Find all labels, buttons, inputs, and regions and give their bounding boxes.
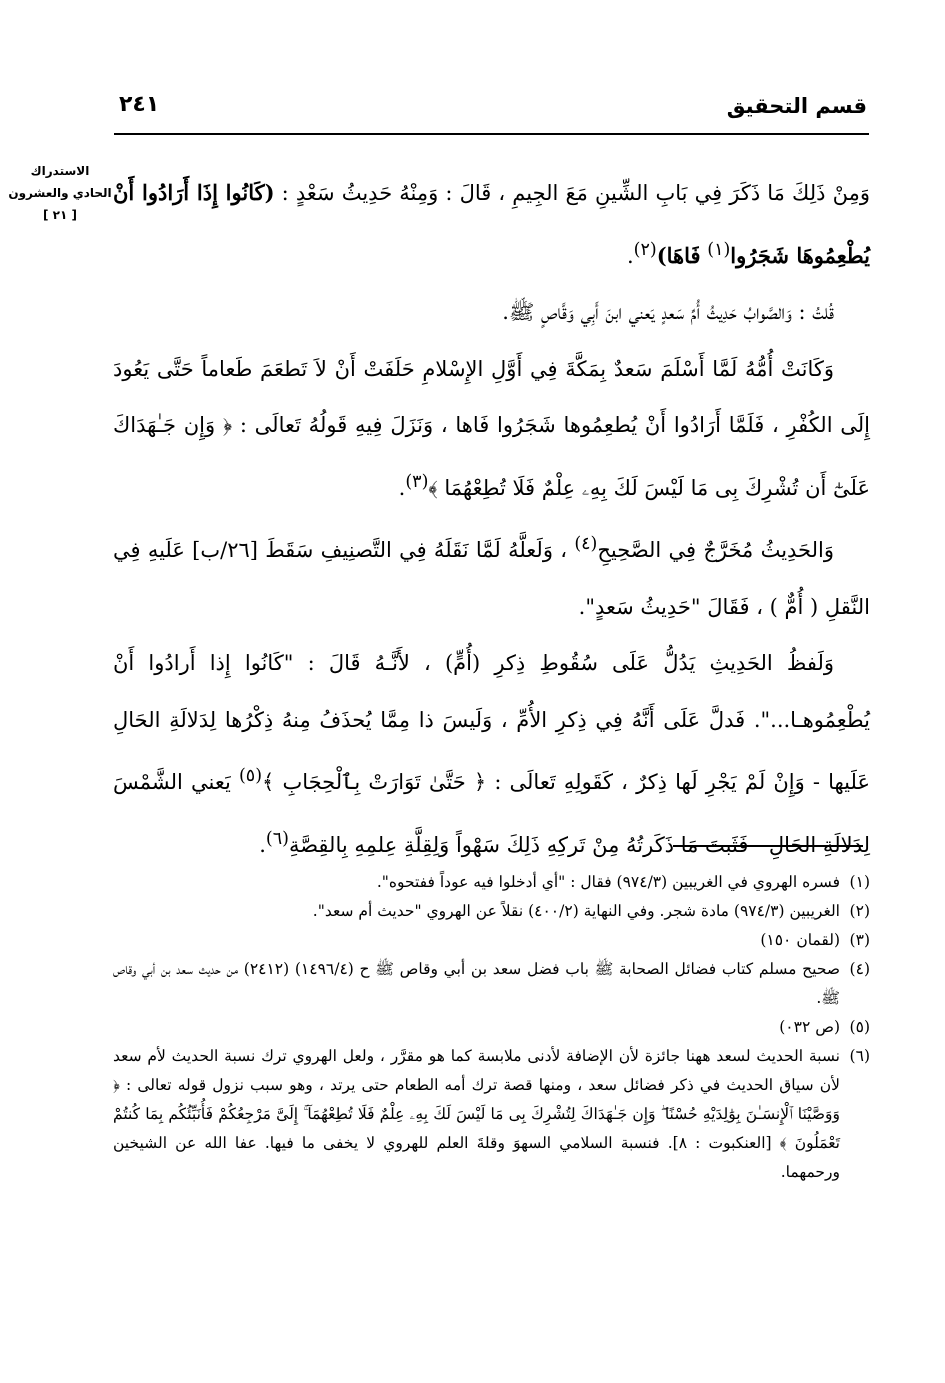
- footnote-ref-3[interactable]: (٣): [405, 471, 429, 492]
- header-rule: [114, 133, 869, 135]
- footnote-ref-5[interactable]: (٥): [238, 766, 263, 786]
- p5-text-a: وَلَفظُ الحَدِيثِ يَدُلُّ عَلَى سُقُوطِ ذِكرِ (أُمٍّ) ، لأَنَّـهُ قَالَ : "كَانُوا إِذا أَرادُوا أَنْ يُطْعِمُوهـا...". فَدلَّ عَلَى أَنَّهُ فِي ذِكرِ الأُمِّ ، وَلَيسَ ذا مِمَّا يُحذَفُ مِنهُ ذِكْرُها لِدَلالَةِ الحَالِ عَلَيها - وَإِنْ لَمْ يَجْرِ لَها ذِكرٌ ، كَقَولِهِ تَعالَى :: [113, 651, 870, 794]
- footnote-1: [113, 868, 870, 897]
- quran-verse-2: ﴿ حَتَّىٰ تَوَارَتْ بِٱلْحِجَابِ ﴾: [262, 770, 487, 794]
- footnote-2: [113, 897, 870, 926]
- quran-verse-1: ﴿ وَإِن جَـٰهَدَاكَ عَلَىٰٓ أَن تُشْرِكَ بِى مَا لَيْسَ لَكَ بِهِۦ عِلْمٌ فَلَا تُطِعْهُمَا ﴾: [113, 413, 870, 500]
- p5-end: .: [259, 832, 266, 857]
- footnote-number: (٤): [849, 960, 870, 978]
- footnote-text: فسره الهروي في الغريبين (٩٧٤/٣) فقال : "أي أدخلوا فيه عوداً ففتحوه".: [376, 873, 840, 891]
- p4-text-b: ، وَلَعلَّهُ لَمَّا نَقَلَهُ فِي التَّصنِيفِ سَقَطَ [٢٦/ب] عَلَيهِ فِي النَّقلِ ( أُمٌّ ) ، فَقَالَ "حَدِيثُ سَعدٍ".: [113, 538, 870, 619]
- paragraph-4: [113, 516, 870, 635]
- footnote-ref-6[interactable]: (٦): [265, 828, 289, 849]
- footnote-text: صحيح مسلم كتاب فضائل الصحابة ﷺ باب فضل سعد بن أبي وقاص ﷺ ح (١٤٩٦/٤) (٢٤١٢) من حديث سعد بن أبي وقاص ﷺ.: [113, 960, 840, 1007]
- margin-note-line-3: [ ٢١ ]: [43, 208, 77, 222]
- p1-intro: وَمِنْ ذَلِكَ مَا ذَكَرَ فِي بَابِ الشِّينِ مَعَ الجِيمِ ، قَالَ : وَمِنْهُ حَدِيثُ سَعْدٍ :: [281, 181, 870, 205]
- p4-text-a: وَالحَدِيثُ مُخَرَّجٌ فِي الصَّحِيحِ: [597, 538, 834, 562]
- p3-text: وَكَانَتْ أُمُّهُ لَمَّا أَسْلَمَ سَعدٌ بِمَكَّةَ فِي أَوَّلِ الإِسْلامِ حَلَفَتْ أَنْ لاَ تَطعَمَ طَعاماً حَتَّى يَعُودَ إِلَى الكُفْرِ ، فَلَمَّا أَرَادُوا أَنْ يُطعِمُوها شَجَرُوا فَاها ، وَنَزَلَ فِيهِ قَولُهُ تَعالَى :: [113, 356, 870, 437]
- footnote-6: [113, 1042, 870, 1187]
- paragraph-3: [113, 341, 870, 517]
- footnotes: [113, 868, 870, 1187]
- paragraph-5: [113, 635, 870, 873]
- footnote-ref-1[interactable]: (١): [707, 239, 731, 260]
- page-number: ٢٤١: [119, 92, 160, 117]
- footnote-number: (١): [849, 873, 870, 891]
- footnote-4: [113, 955, 870, 1013]
- footnote-ref-2[interactable]: (٢): [633, 239, 657, 260]
- footnote-text: نسبة الحديث لسعد ههنا جائزة لأن الإضافة لأدنى ملابسة كما هو مقرَّر ، ولعل الهروي ترك نسبة الحديث لأم سعد لأن سياق الحديث في ذكر فضائل سعد ، ومنها قصة ترك أمه الطعام حتى يرتد ، وهو سبب نزول قوله تعالى : ﴿ وَوَصَّيْنَا ٱلْإِنسَـٰنَ بِوَٰلِدَيْهِ حُسْنًا ۖ وَإِن جَـٰهَدَاكَ لِتُشْرِكَ بِى مَا لَيْسَ لَكَ بِهِۦ عِلْمٌ فَلَا تُطِعْهُمَآ ۚ إِلَىَّ مَرْجِعُكُمْ فَأُنَبِّئُكُم بِمَا كُنتُمْ تَعْمَلُونَ ﴾ [العنكبوت : ٨]. فنسبة السلامي السهوَ وقلةَ العلم للهروي لا يخفى ما فيها. عفا الله عن الشيخين ورحمهما.: [113, 1047, 840, 1181]
- footnote-number: (٥): [849, 1018, 870, 1036]
- margin-note-line-1: الاستدراك: [30, 164, 90, 178]
- footnote-text: (ص ٠٣٢): [779, 1018, 840, 1036]
- section-title: قسم التحقيق: [726, 94, 867, 118]
- margin-note: [5, 160, 115, 226]
- footnote-ref-4[interactable]: (٤): [574, 534, 598, 554]
- page-header: [115, 92, 867, 128]
- footnote-separator: [673, 845, 863, 847]
- paragraph-1: [113, 165, 870, 284]
- main-text: [113, 165, 870, 873]
- footnote-5: [113, 1013, 870, 1042]
- margin-note-line-2: الحادي والعشرون: [8, 186, 112, 200]
- footnote-text: الغريبين (٩٧٤/٣) مادة شجر. وفي النهاية (٤٠٠/٢) نقلاً عن الهروي "حديث أم سعد".: [312, 902, 840, 920]
- footnote-number: (٣): [849, 931, 870, 949]
- paragraph-2: قُلتُ : وَالصَّوابُ حَدِيثُ أُمِّ سَعدٍ يَعني ابنَ أَبِي وَقَّاصٍ ﷺ.: [502, 300, 834, 324]
- footnote-number: (٢): [849, 902, 870, 920]
- p3-end: .: [398, 475, 406, 500]
- p5-text-b: يَعني الشَّمْسَ لِدَلالَةِ الحَالِ - فَثَبتَ مَا ذَكَرتُهُ مِنْ تَركِهِ ذَلِكَ سَهْواً وَلِقِلَّةِ عِلمِهِ بِالقِصَّةِ: [113, 770, 870, 857]
- footnote-3: [113, 926, 870, 955]
- p1-quote: (كَانُوا إِذَا أَرَادُوا أَنْ يُطْعِمُوهَا شَجَرُوا: [113, 180, 870, 268]
- footnote-number: (٦): [849, 1047, 870, 1065]
- footnote-text: (لقمان ١٥٠): [760, 931, 840, 949]
- p1-end: .: [626, 243, 634, 268]
- p1-quote-end: فَاهَا): [656, 242, 701, 268]
